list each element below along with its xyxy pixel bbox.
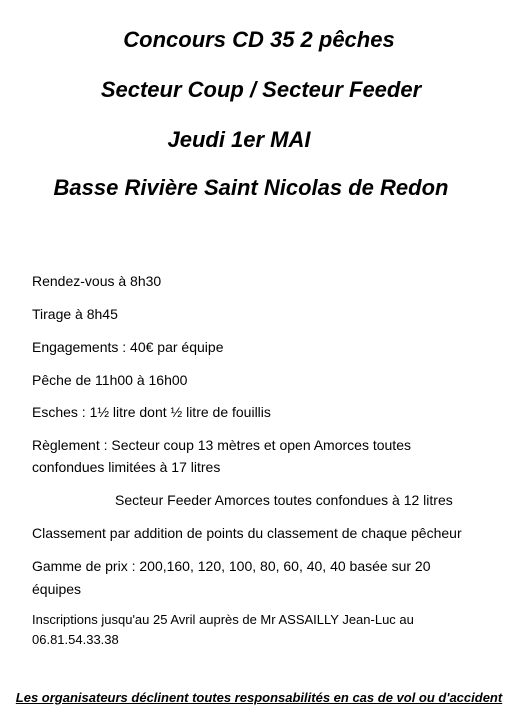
engagements-text: Engagements : 40€ par équipe: [32, 339, 224, 355]
feeder-text: Secteur Feeder Amorces toutes confondues à 12 litres: [115, 492, 453, 508]
reglement-text-line1: Règlement : Secteur coup 13 mètres et open Amorces toutes: [32, 437, 411, 453]
event-location: Basse Rivière Saint Nicolas de Redon: [53, 175, 449, 200]
event-date: Jeudi 1er MAI: [167, 127, 311, 152]
event-sectors: Secteur Coup / Secteur Feeder: [100, 77, 422, 102]
classement-text: Classement par addition de points du classement de chaque pêcheur: [32, 525, 462, 541]
inscriptions-line1: Inscriptions jusqu'au 25 Avril auprès de Mr ASSAILLY Jean-Luc au: [32, 612, 414, 627]
gamme-prix-line1: Gamme de prix : 200,160, 120, 100, 80, 60, 40, 40 basée sur 20: [32, 558, 431, 574]
rendezvous-text: Rendez-vous à 8h30: [32, 273, 162, 289]
gamme-prix-line2: équipes: [32, 581, 82, 597]
event-title: Concours CD 35 2 pêches: [123, 27, 395, 52]
peche-hours-text: Pêche de 11h00 à 16h00: [32, 372, 188, 388]
disclaimer-text: Les organisateurs déclinent toutes responsabilités en cas de vol ou d'accident: [15, 690, 503, 705]
esches-text: Esches : 1½ litre dont ½ litre de fouillis: [32, 404, 271, 420]
reglement-text-line2: confondues limitées à 17 litres: [32, 459, 221, 475]
inscriptions-phone: 06.81.54.33.38: [32, 632, 119, 647]
tirage-text: Tirage à 8h45: [32, 306, 118, 322]
